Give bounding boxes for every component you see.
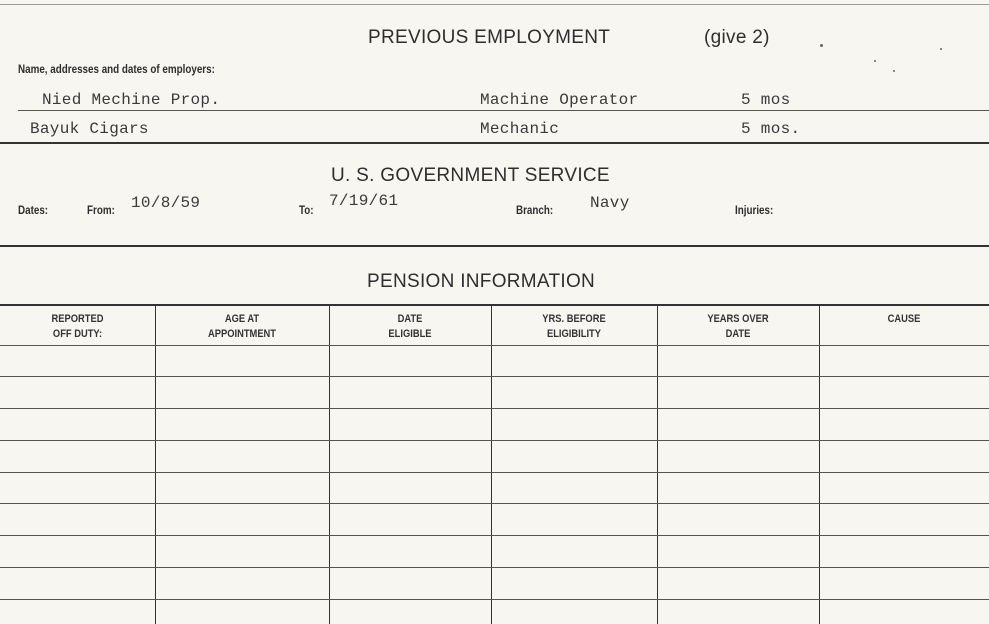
column-divider	[329, 304, 330, 624]
scan-speck	[820, 44, 823, 47]
employer-1-name: Nied Mechine Prop.	[42, 91, 221, 109]
column-divider	[657, 304, 658, 624]
table-row-line	[0, 535, 989, 536]
employers-label: Name, addresses and dates of employers:	[18, 62, 215, 76]
employer-1-position: Machine Operator	[480, 91, 639, 109]
employer-2-name: Bayuk Cigars	[30, 120, 149, 138]
table-row-line	[0, 472, 989, 473]
col-header-yrs-before-eligibility: YRS. BEFORE ELIGIBILITY	[542, 313, 606, 340]
government-service-title: U. S. GOVERNMENT SERVICE	[331, 165, 610, 186]
previous-employment-title: PREVIOUS EMPLOYMENT	[368, 27, 611, 48]
table-row-line	[0, 440, 989, 441]
from-label: From:	[87, 203, 115, 217]
government-section-divider	[0, 245, 989, 247]
table-row-line	[0, 567, 989, 568]
dates-label: Dates:	[18, 203, 49, 217]
table-row-line	[0, 599, 989, 600]
col-header-years-over-date: YEARS OVER DATE	[707, 313, 769, 340]
column-divider	[819, 304, 820, 624]
scan-speck	[893, 70, 895, 72]
column-divider	[491, 304, 492, 624]
scan-speck	[940, 48, 942, 50]
branch-value: Navy	[590, 194, 630, 212]
pension-information-title: PENSION INFORMATION	[367, 271, 596, 292]
to-label: To:	[299, 203, 314, 217]
from-date-value: 10/8/59	[131, 194, 201, 212]
to-date-value: 7/19/61	[329, 192, 399, 210]
column-divider	[155, 304, 156, 624]
employer-2-position: Mechanic	[480, 120, 560, 138]
table-row-line	[0, 408, 989, 409]
col-header-date-eligible: DATE ELIGIBLE	[388, 313, 432, 340]
branch-label: Branch:	[516, 203, 554, 217]
scan-speck	[874, 60, 876, 62]
pension-table-top	[0, 304, 989, 306]
employment-section-divider	[0, 142, 989, 144]
col-header-cause: CAUSE	[887, 313, 921, 325]
employer-1-duration: 5 mos	[741, 91, 791, 109]
col-header-age-at-appointment: AGE AT APPOINTMENT	[207, 313, 277, 340]
give-two-note: (give 2)	[704, 27, 770, 48]
injuries-label: Injuries:	[735, 203, 774, 217]
top-border	[0, 4, 989, 5]
col-header-reported-off-duty: REPORTED OFF DUTY:	[51, 313, 104, 340]
employment-line-1	[18, 110, 989, 111]
table-row-line	[0, 376, 989, 377]
table-row-line	[0, 345, 989, 346]
employer-2-duration: 5 mos.	[741, 120, 801, 138]
table-row-line	[0, 503, 989, 504]
